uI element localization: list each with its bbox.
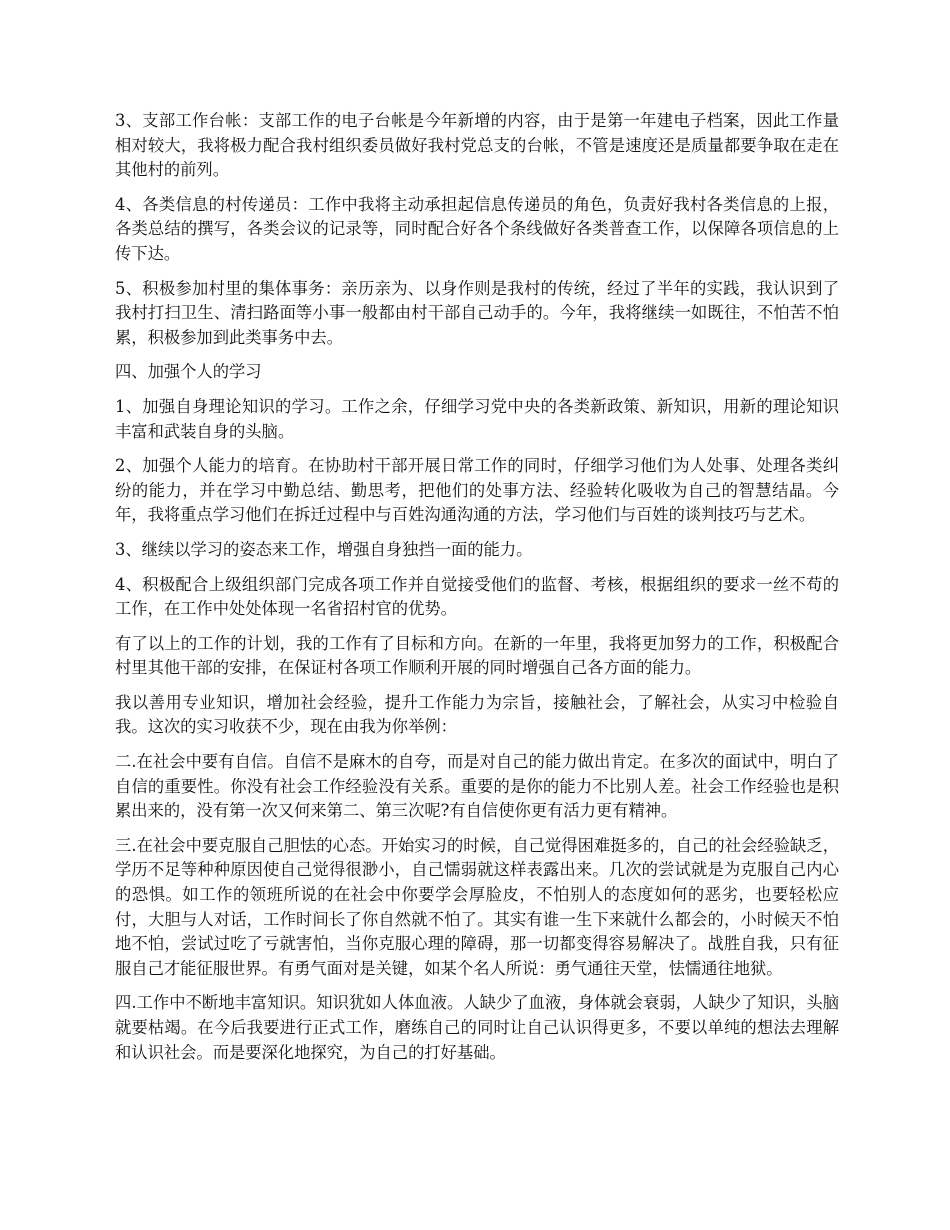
paragraph-info-relay: 4、各类信息的村传递员：工作中我将主动承担起信息传递员的角色，负责好我村各类信息的上报，各类总结的撰写，各类会议的记录等，同时配合好各个条线做好各类普查工作，以保障各项信息的上传下达。: [115, 194, 839, 263]
paragraph-collective-affairs: 5、积极参加村里的集体事务：亲历亲为、以身作则是我村的传统，经过了半年的实践，我认识到了我村打扫卫生、清扫路面等小事一般都由村干部自己动手的。今年，我将继续一如既往，不怕苦不怕累，积极参加到此类事务中去。: [115, 278, 839, 347]
paragraph-supervision: 4、积极配合上级组织部门完成各项工作并自觉接受他们的监督、考核，根据组织的要求一丝不苟的工作，在工作中处处体现一名省招村官的优势。: [115, 574, 839, 619]
paragraph-overcome-timidity: 三.在社会中要克服自己胆怯的心态。开始实习的时候，自己觉得困难挺多的，自己的社会经验缺乏，学历不足等种种原因使自己觉得很渺小，自己懦弱就这样表露出来。几次的尝试就是为克服自己内心的恐惧。如工作的领班所说的在社会中你要学会厚脸皮，不怕别人的态度如何的恶劣，也要轻松应付，大胆与人对话，工作时间长了你自然就不怕了。其实有谁一生下来就什么都会的，小时候天不怕地不怕，尝试过吃了亏就害怕，当你克服心理的障碍，那一切都变得容易解决了。战胜自我，只有征服自己才能征服世界。有勇气面对是关键，如某个名人所说：勇气通往天堂，怯懦通往地狱。: [115, 835, 839, 978]
document-body: [115, 109, 839, 1075]
paragraph-self-confidence: 二.在社会中要有自信。自信不是麻木的自夸，而是对自己的能力做出肯定。在多次的面试中，明白了自信的重要性。你没有社会工作经验没有关系。重要的是你的能力不比别人差。社会工作经验也是积累出来的，没有第一次又何来第二、第三次呢?有自信使你更有活力更有精神。: [115, 752, 839, 821]
section-heading-personal-study: 四、加强个人的学习: [115, 362, 262, 382]
paragraph-ability-building: 2、加强个人能力的培育。在协助村干部开展日常工作的同时，仔细学习他们为人处事、处理各类纠纷的能力，并在学习中勤总结、勤思考，把他们的处事方法、经验转化吸收为自己的智慧结晶。今年，我将重点学习他们在拆迁过程中与百姓沟通沟通的方法，学习他们与百姓的谈判技巧与艺术。: [115, 456, 839, 525]
paragraph-internship-intro: 我以善用专业知识，增加社会经验，提升工作能力为宗旨，接触社会，了解社会，从实习中检验自我。这次的实习收获不少，现在由我为你举例：: [115, 692, 839, 737]
paragraph-learning-attitude: 3、继续以学习的姿态来工作，增强自身独挡一面的能力。: [115, 539, 533, 559]
paragraph-plan-summary: 有了以上的工作的计划，我的工作有了目标和方向。在新的一年里，我将更加努力的工作，积极配合村里其他干部的安排，在保证村各项工作顺利开展的同时增强自己各方面的能力。: [115, 633, 839, 678]
paragraph-branch-ledger: 3、支部工作台帐：支部工作的电子台帐是今年新增的内容，由于是第一年建电子档案，因此工作量相对较大，我将极力配合我村组织委员做好我村党总支的台帐，不管是速度还是质量都要争取在走在其他村的前列。: [115, 111, 839, 180]
paragraph-theory-study: 1、加强自身理论知识的学习。工作之余，仔细学习党中央的各类新政策、新知识，用新的理论知识丰富和武装自身的头脑。: [115, 396, 839, 441]
paragraph-enrich-knowledge: 四.工作中不断地丰富知识。知识犹如人体血液。人缺少了血液，身体就会衰弱，人缺少了知识，头脑就要枯竭。在今后我要进行正式工作，磨练自己的同时让自己认识得更多，不要以单纯的想法去理解和认识社会。而是要深化地探究，为自己的打好基础。: [115, 993, 839, 1062]
